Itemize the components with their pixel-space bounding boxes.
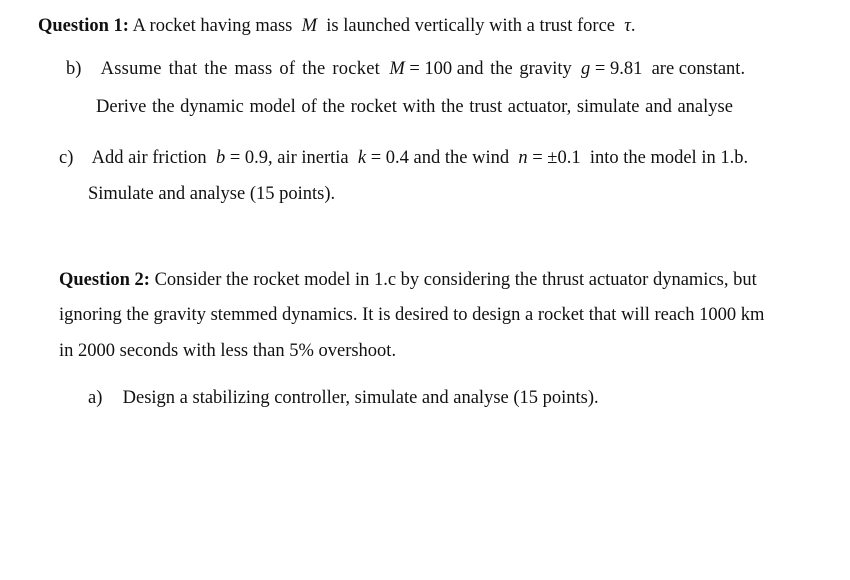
- part-b-mass-value: = 100: [409, 59, 453, 79]
- part-b-gravity-value: = 9.81: [594, 59, 643, 79]
- mass-symbol: M: [301, 16, 318, 36]
- question1-intro-end: .: [630, 16, 636, 36]
- part-a-text: Design a stabilizing controller, simulate and analyse (15 points).: [122, 388, 599, 408]
- question2-line1: [59, 269, 757, 291]
- part-b-text-b: and the gravity: [456, 59, 572, 79]
- question1-part-b-line1: [66, 58, 745, 80]
- question1-header: [38, 15, 636, 37]
- question2-part-a: [88, 387, 599, 409]
- question1-part-b-line2: [96, 96, 733, 118]
- part-c-text-d: into the model in 1.b.: [589, 148, 749, 168]
- part-b-text-c: are constant.: [651, 59, 746, 79]
- part-b-mass-symbol: M: [389, 59, 405, 79]
- question2-label: Question 2:: [59, 270, 150, 290]
- question1-part-c-line1: [59, 147, 748, 169]
- question2-line3-text: in 2000 seconds with less than 5% overshoot.: [59, 341, 397, 361]
- question1-label: Question 1:: [38, 16, 129, 36]
- question1-intro-rest: is launched vertically with a trust force: [326, 16, 615, 36]
- question2-line3: [59, 340, 396, 362]
- question2-line2: [59, 304, 764, 326]
- wind-symbol: n: [518, 148, 528, 168]
- part-c-text-a: Add air friction: [91, 148, 207, 168]
- part-b-text-a: Assume that the mass of the rocket: [100, 59, 381, 79]
- part-b-label: b): [66, 59, 82, 79]
- question1-part-c-line2: [88, 183, 335, 205]
- part-c-line2-text: Simulate and analyse (15 points).: [88, 184, 336, 204]
- part-c-text-c: and the wind: [413, 148, 510, 168]
- wind-value: = ±0.1: [532, 148, 581, 168]
- part-a-label: a): [88, 388, 103, 408]
- friction-value: = 0.9: [229, 148, 268, 168]
- force-symbol: τ: [624, 16, 631, 36]
- part-b-gravity-symbol: g: [581, 59, 591, 79]
- inertia-symbol: k: [357, 148, 367, 168]
- question2-line1-text: Consider the rocket model in 1.c by considering the thrust actuator dynamics, but: [154, 270, 757, 290]
- question2-line2-text: ignoring the gravity stemmed dynamics. It is desired to design a rocket that will reach 1000 km: [59, 305, 765, 325]
- question1-intro-text: A rocket having mass: [132, 16, 293, 36]
- friction-symbol: b: [215, 148, 226, 168]
- part-b-line2-text: Derive the dynamic model of the rocket with the trust actuator, simulate and analyse: [96, 97, 733, 117]
- part-c-label: c): [59, 148, 74, 168]
- inertia-value: = 0.4: [370, 148, 409, 168]
- part-c-text-b: , air inertia: [268, 148, 349, 168]
